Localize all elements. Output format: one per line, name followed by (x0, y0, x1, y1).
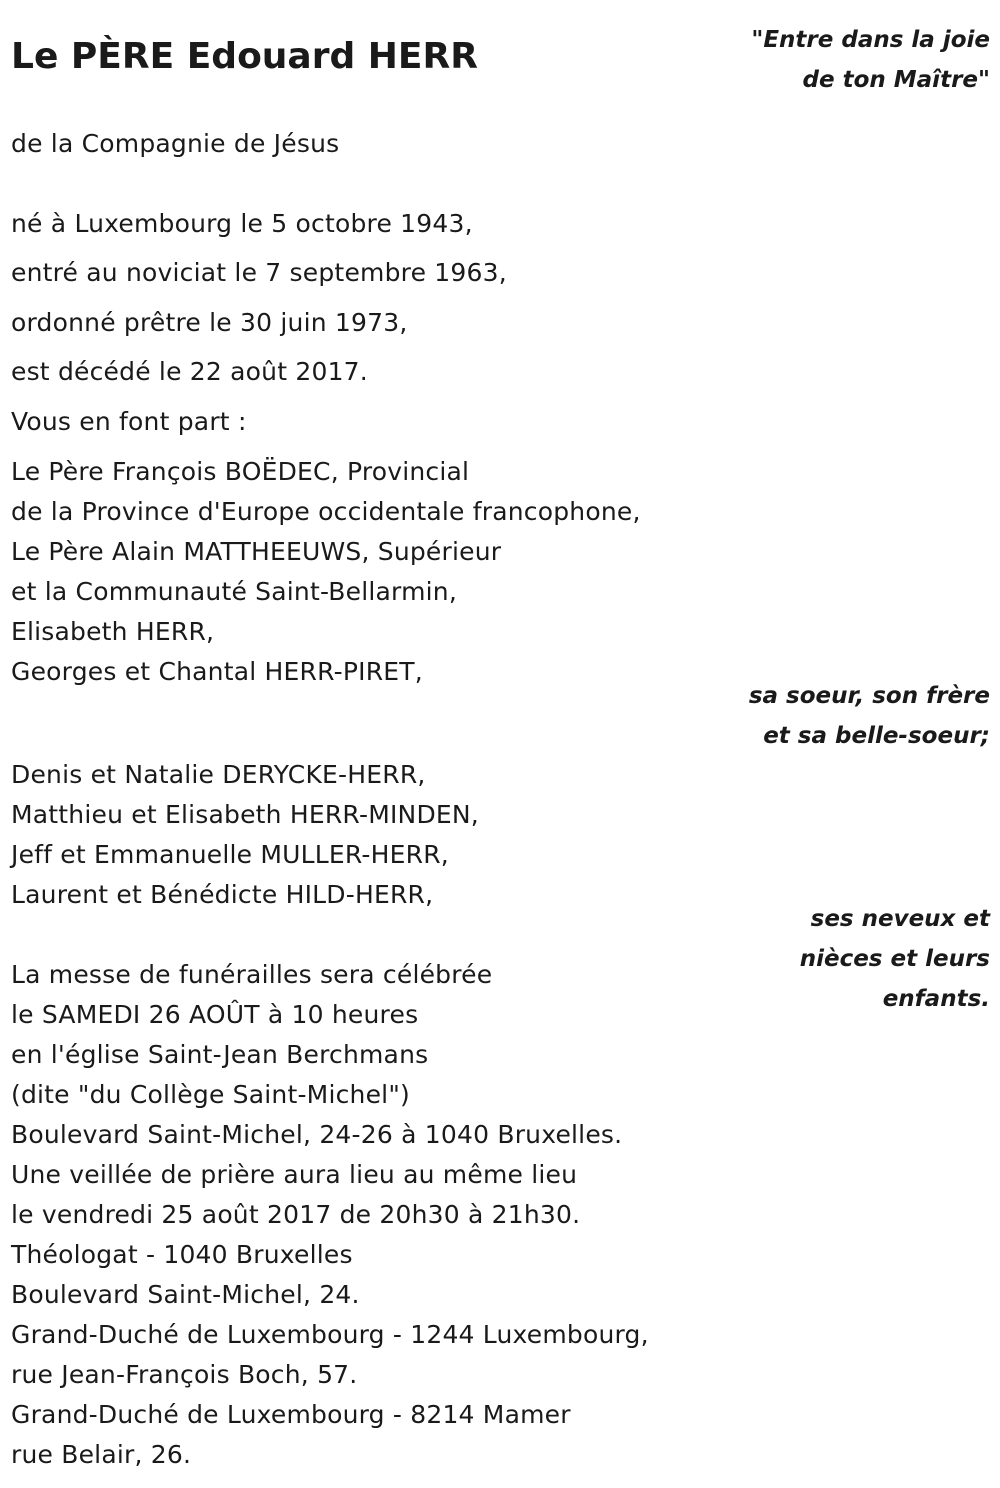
nephew-line: Jeff et Emmanuelle MULLER-HERR, (11, 840, 449, 869)
announcer-line: Le Père Alain MATTHEEUWS, Supérieur (11, 537, 502, 566)
funeral-line: Boulevard Saint-Michel, 24. (11, 1280, 360, 1309)
bio-birth: né à Luxembourg le 5 octobre 1943, (11, 209, 473, 238)
nephew-line: Laurent et Bénédicte HILD-HERR, (11, 880, 434, 909)
bio-ordination: ordonné prêtre le 30 juin 1973, (11, 308, 408, 337)
funeral-line: Une veillée de prière aura lieu au même lieu (11, 1160, 578, 1189)
funeral-line: Théologat - 1040 Bruxelles (11, 1240, 353, 1269)
funeral-line: (dite "du Collège Saint-Michel") (11, 1080, 410, 1109)
nephews-note-line: nièces et leurs (799, 946, 990, 972)
funeral-line: en l'église Saint-Jean Berchmans (11, 1040, 429, 1069)
nephew-line: Denis et Natalie DERYCKE-HERR, (11, 760, 426, 789)
motto-line-2: de ton Maître" (802, 67, 990, 93)
nephews-note-line: ses neveux et (810, 906, 990, 932)
funeral-line: le SAMEDI 26 AOÛT à 10 heures (11, 1000, 419, 1029)
funeral-line: La messe de funérailles sera célébrée (11, 960, 493, 989)
announcer-line: Le Père François BOËDEC, Provincial (11, 457, 470, 486)
siblings-note-line: et sa belle-soeur; (763, 723, 990, 749)
motto-line-1: "Entre dans la joie (751, 27, 990, 53)
page-title: Le PÈRE Edouard HERR (11, 36, 478, 77)
funeral-line: Grand-Duché de Luxembourg - 8214 Mamer (11, 1400, 571, 1429)
bio-death: est décédé le 22 août 2017. (11, 357, 368, 386)
siblings-note-line: sa soeur, son frère (748, 683, 990, 709)
funeral-line: Boulevard Saint-Michel, 24-26 à 1040 Bruxelles. (11, 1120, 623, 1149)
society-line: de la Compagnie de Jésus (11, 129, 340, 158)
nephews-note-line: enfants. (882, 986, 990, 1012)
announcer-line: Georges et Chantal HERR-PIRET, (11, 657, 423, 686)
bio-announce: Vous en font part : (11, 407, 247, 436)
funeral-line: rue Belair, 26. (11, 1440, 192, 1469)
announcer-line: Elisabeth HERR, (11, 617, 215, 646)
announcer-line: de la Province d'Europe occidentale francophone, (11, 497, 641, 526)
announcer-line: et la Communauté Saint-Bellarmin, (11, 577, 457, 606)
nephew-line: Matthieu et Elisabeth HERR-MINDEN, (11, 800, 479, 829)
funeral-line: Grand-Duché de Luxembourg - 1244 Luxembourg, (11, 1320, 649, 1349)
bio-novitiate: entré au noviciat le 7 septembre 1963, (11, 258, 507, 287)
funeral-line: rue Jean-François Boch, 57. (11, 1360, 358, 1389)
funeral-line: le vendredi 25 août 2017 de 20h30 à 21h30. (11, 1200, 581, 1229)
